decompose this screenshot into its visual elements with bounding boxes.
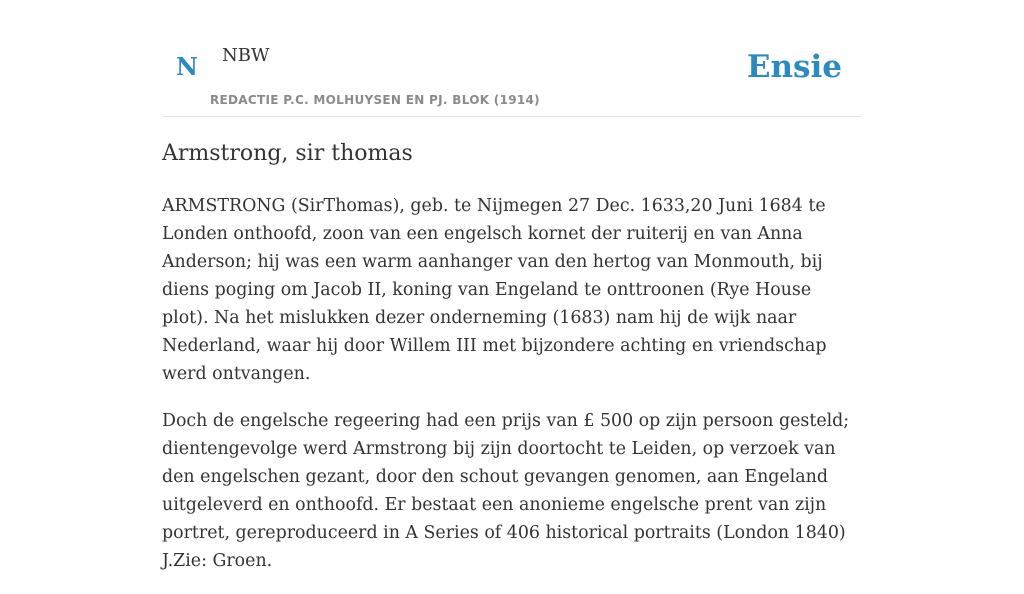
ensie-brand-logo[interactable]: Ensie <box>746 49 842 85</box>
source-code-link[interactable]: NBW <box>222 45 270 66</box>
article-body <box>162 192 862 594</box>
article-paragraph-1: ARMSTRONG (SirThomas), geb. te Nijmegen 27 Dec. 1633,20 Juni 1684 te Londen onthoofd, zoon van een engelsch kornet der ruiterij en van Anna Anderson; hij was een warm aanhanger van den hertog van Monmouth, bij diens poging om Jacob II, koning van Engeland te onttroonen (Rye House plot). Na het mislukken dezer onderneming (1683) nam hij de wijk naar Nederland, waar hij door Willem III met bijzondere achting en vriendschap werd ontvangen. <box>162 196 827 384</box>
article-paragraph-2: Doch de engelsche regeering had een prijs van £ 500 op zijn persoon gesteld; dientengevolge werd Armstrong bij zijn doortocht te Leiden, op verzoek van den engelschen gezant, door den schout gevangen genomen, aan Engeland uitgeleverd en onthoofd. Er bestaat een anonieme engelsche prent van zijn portret, gereproduceerd in A Series of 406 historical portraits (London 1840) J.Zie: Groen. <box>162 411 850 571</box>
header <box>162 0 862 117</box>
source-editors-subtitle: REDACTIE P.C. MOLHUYSEN EN PJ. BLOK (1914) <box>210 93 540 107</box>
article-title: Armstrong, sir thomas <box>162 141 413 166</box>
source-logo-icon[interactable]: N <box>176 52 198 81</box>
